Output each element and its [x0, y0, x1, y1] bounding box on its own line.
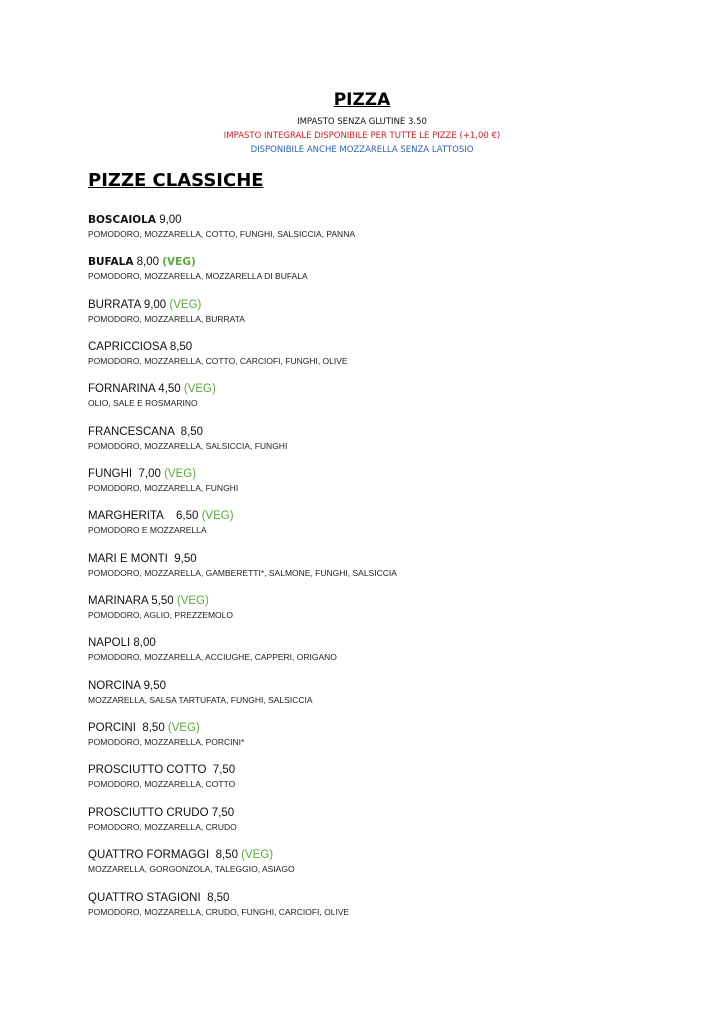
- pizza-name: FUNGHI: [88, 468, 136, 481]
- pizza-ingredients: POMODORO, MOZZARELLA, COTTO, FUNGHI, SALSICCIA, PANNA: [88, 229, 355, 239]
- pizza-name: BURRATA: [88, 298, 141, 311]
- pizza-name: PROSCIUTTO CRUDO: [88, 806, 209, 819]
- menu-item-header: [88, 425, 688, 440]
- menu-item: [88, 255, 688, 297]
- menu-item-header: [88, 509, 688, 524]
- pizza-ingredients: MOZZARELLA, GORGONZOLA, TALEGGIO, ASIAGO: [88, 864, 295, 875]
- pizza-price: 6,50: [175, 510, 199, 523]
- menu-item: [88, 425, 688, 467]
- menu-item-header: [88, 382, 688, 397]
- pizza-name: BOSCAIOLA: [88, 214, 156, 226]
- pizza-name: NORCINA: [88, 679, 141, 692]
- menu-item: [88, 891, 688, 933]
- section-title: PIZZE CLASSICHE: [88, 170, 264, 191]
- menu-item: [88, 298, 688, 340]
- veg-badge: (VEG): [169, 298, 202, 311]
- pizza-ingredients: POMODORO, MOZZARELLA, GAMBERETTI*, SALMONE, FUNGHI, SALSICCIA: [88, 567, 397, 578]
- menu-item-header: [88, 467, 688, 482]
- menu-item-header: [88, 848, 688, 863]
- veg-badge: (VEG): [241, 849, 274, 862]
- pizza-price: 5,50: [151, 595, 174, 608]
- pizza-ingredients: POMODORO, MOZZARELLA, PORCINI*: [88, 737, 245, 748]
- pizza-list: [88, 213, 688, 933]
- pizza-price: 9,50: [174, 552, 197, 565]
- pizza-name: BUFALA: [88, 256, 134, 269]
- pizza-ingredients: POMODORO, MOZZARELLA, ACCIUGHE, CAPPERI, ORIGANO: [88, 652, 337, 663]
- pizza-ingredients: MOZZARELLA, SALSA TARTUFATA, FUNGHI, SALSICCIA: [88, 694, 313, 705]
- pizza-ingredients: OLIO, SALE E ROSMARINO: [88, 398, 198, 409]
- veg-badge: (VEG): [183, 383, 216, 396]
- pizza-name: FORNARINA: [88, 383, 156, 396]
- pizza-name: NAPOLI: [88, 637, 131, 650]
- pizza-name: MARGHERITA: [88, 510, 173, 523]
- menu-item-header: [88, 213, 688, 228]
- menu-item-header: [88, 763, 688, 778]
- pizza-ingredients: POMODORO, MOZZARELLA, COTTO, CARCIOFI, FUNGHI, OLIVE: [88, 356, 348, 367]
- pizza-price: 9,50: [143, 679, 166, 692]
- pizza-price: 8,50: [142, 722, 165, 735]
- menu-item: [88, 552, 688, 594]
- pizza-name: MARINARA: [88, 595, 149, 608]
- pizza-name: MARI E MONTI: [88, 552, 172, 565]
- gluten-free-note: IMPASTO SENZA GLUTINE 3.50: [297, 117, 427, 127]
- pizza-ingredients: POMODORO, AGLIO, PREZZEMOLO: [88, 610, 233, 621]
- pizza-price: 9,00: [143, 298, 167, 311]
- pizza-price: 8,00: [136, 256, 160, 269]
- pizza-price: 4,50: [158, 383, 181, 396]
- veg-badge: (VEG): [164, 468, 197, 481]
- pizza-name: CAPRICCIOSA: [88, 341, 167, 354]
- menu-item-header: [88, 891, 688, 906]
- pizza-name: QUATTRO FORMAGGI: [88, 849, 213, 862]
- menu-item-header: [88, 594, 688, 609]
- pizza-ingredients: POMODORO, MOZZARELLA, CRUDO: [88, 821, 237, 832]
- pizza-ingredients: POMODORO, MOZZARELLA, COTTO: [88, 779, 236, 790]
- pizza-ingredients: POMODORO, MOZZARELLA, BURRATA: [88, 313, 245, 324]
- pizza-name: PORCINI: [88, 722, 140, 735]
- veg-badge: (VEG): [176, 595, 209, 608]
- wholemeal-note: IMPASTO INTEGRALE DISPONIBILE PER TUTTE LE PIZZE (+1,00 €): [223, 131, 501, 141]
- pizza-price: 9,00: [159, 214, 182, 226]
- pizza-name: QUATTRO STAGIONI: [88, 891, 204, 904]
- menu-item: [88, 721, 688, 763]
- menu-item: [88, 594, 688, 636]
- pizza-price: 8,50: [180, 425, 204, 438]
- menu-item: [88, 806, 688, 848]
- pizza-name: PROSCIUTTO COTTO: [88, 764, 210, 777]
- menu-item: [88, 467, 688, 509]
- pizza-price: 8,00: [133, 637, 156, 650]
- pizza-price: 7,50: [211, 806, 235, 819]
- page-title: PIZZA: [333, 90, 391, 110]
- lactose-free-note: DISPONIBILE ANCHE MOZZARELLA SENZA LATTOSIO: [250, 145, 474, 155]
- menu-item-header: [88, 340, 688, 355]
- menu-item: [88, 848, 688, 890]
- menu-item-header: [88, 255, 688, 270]
- menu-item: [88, 340, 688, 382]
- menu-item-header: [88, 806, 688, 821]
- menu-item: [88, 382, 688, 424]
- menu-item-header: [88, 721, 688, 736]
- pizza-price: 8,50: [215, 849, 238, 862]
- pizza-ingredients: POMODORO, MOZZARELLA, CRUDO, FUNGHI, CARCIOFI, OLIVE: [88, 906, 350, 917]
- menu-item: [88, 213, 688, 255]
- pizza-price: 7,50: [212, 764, 236, 777]
- menu-item: [88, 763, 688, 805]
- pizza-price: 8,50: [169, 341, 193, 354]
- menu-item-header: [88, 679, 688, 694]
- menu-item-header: [88, 552, 688, 567]
- menu-item: [88, 636, 688, 678]
- pizza-price: 8,50: [207, 891, 230, 904]
- veg-badge: (VEG): [167, 722, 200, 735]
- veg-badge: (VEG): [201, 510, 234, 523]
- veg-badge: (VEG): [162, 256, 196, 269]
- menu-item-header: [88, 298, 688, 313]
- pizza-ingredients: POMODORO E MOZZARELLA: [88, 525, 207, 536]
- pizza-price: 7,00: [138, 468, 161, 481]
- menu-item: [88, 679, 688, 721]
- menu-item: [88, 509, 688, 551]
- pizza-ingredients: POMODORO, MOZZARELLA, MOZZARELLA DI BUFALA: [88, 271, 308, 282]
- menu-item-header: [88, 636, 688, 651]
- pizza-ingredients: POMODORO, MOZZARELLA, FUNGHI: [88, 483, 239, 494]
- pizza-name: FRANCESCANA: [88, 425, 178, 438]
- pizza-ingredients: POMODORO, MOZZARELLA, SALSICCIA, FUNGHI: [88, 440, 288, 451]
